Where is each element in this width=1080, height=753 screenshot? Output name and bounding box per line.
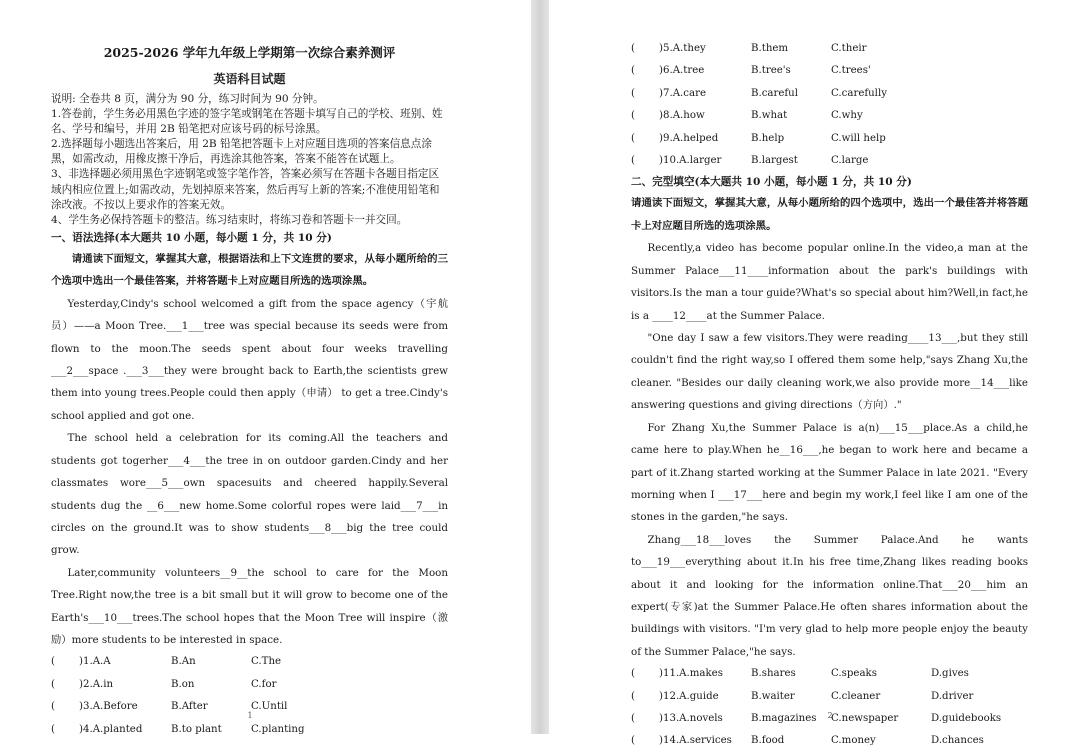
option-a: )10.A.larger — [659, 155, 722, 167]
option-a: )4.A.planted — [79, 723, 143, 735]
option-b: B.An — [171, 656, 196, 668]
section-instruction: 请通读下面短文，掌握其大意，根据语法和上下文连贯的要求，从每小题所给的三个选项中选出一个最佳答案，并将答题卡上对应题目所选的选项涂黑。 — [51, 252, 448, 288]
option-c: C.large — [831, 155, 869, 167]
exam-note: 2.选择题每小题选出答案后，用 2B 铅笔把答题卡上对应题目选项的答案信息点涂黑，如需改动，用橡皮擦干净后，再选涂其他答案，答案不能答在试题上。 — [51, 138, 432, 166]
question-row — [631, 83, 1028, 105]
question-row — [631, 686, 1028, 708]
option-b: B.shares — [751, 668, 796, 680]
option-c: C.Until — [251, 701, 288, 713]
answer-bracket: ( — [631, 712, 635, 724]
answer-bracket: ( — [631, 155, 635, 167]
option-c: C.money — [831, 735, 876, 747]
option-c: C.cleaner — [831, 690, 881, 702]
option-a: )5.A.they — [659, 43, 706, 54]
option-b: B.what — [751, 110, 788, 122]
page-1-content — [51, 42, 448, 741]
question-row — [631, 730, 1028, 752]
document-page-2 — [549, 0, 1080, 747]
option-b: B.food — [751, 735, 785, 747]
passage-paragraph: Later,community volunteers__9__the school to care for the Moon Tree.Right now,the tree is a bit small but it will grow to become one of the Earth's___10___trees.The school hopes that the Moon Tree will inspire（激励）more students to be interested in space. — [51, 566, 448, 646]
option-d: D.chances — [931, 735, 984, 747]
exam-note: 4、学生务必保持答题卡的整洁。练习结束时，将练习卷和答题卡一并交回。 — [51, 213, 408, 226]
option-a: )8.A.how — [659, 110, 705, 122]
exam-note: 1.答卷前，学生务必用黑色字迹的签字笔或钢笔在答题卡填写自己的学校、班别、姓名、学号和编号，并用 2B 铅笔把对应该号码的标号涂黑。 — [51, 108, 443, 136]
option-c: C.speaks — [831, 668, 877, 680]
option-b: B.on — [171, 678, 195, 690]
option-a: )12.A.guide — [659, 690, 719, 702]
option-b: B.After — [171, 701, 208, 713]
page-number: 1 — [247, 711, 253, 720]
option-c: C.for — [251, 678, 277, 690]
option-a: )7.A.care — [659, 87, 706, 99]
option-c: C.The — [251, 656, 282, 668]
question-row — [631, 128, 1028, 150]
option-c: C.newspaper — [831, 712, 899, 724]
option-a: )13.A.novels — [659, 712, 723, 724]
option-b: B.largest — [751, 155, 798, 167]
question-row — [51, 719, 448, 741]
passage-paragraph: Zhang___18___loves the Summer Palace.And he wants to___19___everything about it.In his free time,Zhang likes reading books about it and looking for the information online.That___20___him an expert(专家)at the Summer Palace.He often shares information about the buildings with visitors. "I'm very glad to help more people enjoy the beauty of the Summer Palace,"he says. — [631, 533, 1028, 658]
document-page-1 — [0, 0, 531, 734]
option-a: )6.A.tree — [659, 65, 705, 77]
option-b: B.help — [751, 132, 785, 144]
option-c: C.will help — [831, 132, 886, 144]
option-b: B.magazines — [751, 712, 817, 724]
option-c: C.trees' — [831, 65, 871, 77]
page-2-content — [631, 38, 1028, 753]
option-c: C.their — [831, 43, 867, 54]
section-heading-cloze: 二、完型填空(本大题共 10 小题，每小题 1 分，共 10 分) — [631, 176, 912, 189]
answer-bracket: ( — [631, 43, 635, 54]
question-row — [631, 150, 1028, 172]
question-row — [631, 105, 1028, 127]
question-row — [631, 60, 1028, 82]
option-b: B.them — [751, 43, 789, 54]
question-row — [631, 663, 1028, 685]
page-number: 2 — [827, 711, 833, 720]
option-a: )2.A.in — [79, 678, 114, 690]
option-c: C.why — [831, 110, 863, 122]
option-b: B.careful — [751, 87, 798, 99]
exam-note: 3、非选择题必须用黑色字迹钢笔或签字笔作答，答案必须写在答题卡各题目指定区域内相应位置上;如需改动，先划掉原来答案，然后再写上新的答案;不准使用铅笔和涂改液。不按以上要求作的答案无效。 — [51, 168, 440, 211]
option-c: C.planting — [251, 723, 305, 735]
option-b: B.tree's — [751, 65, 791, 77]
answer-bracket: ( — [51, 723, 55, 735]
answer-bracket: ( — [631, 110, 635, 122]
answer-bracket: ( — [631, 65, 635, 77]
answer-bracket: ( — [631, 132, 635, 144]
option-d: D.guidebooks — [931, 712, 1002, 724]
passage-paragraph: Yesterday,Cindy's school welcomed a gift from the space agency（宇航员）——a Moon Tree.___1___tree was special because its seeds were from flown to the moon.The seeds spent about four weeks travelling ___2___space .___3___they were brought back to Earth,the scientists grew them into young trees.People could then apply（申请） to get a tree.Cindy's school applied and got one. — [51, 297, 448, 422]
section-heading-grammar: 一、语法选择(本大题共 10 小题，每小题 1 分，共 10 分) — [51, 231, 332, 244]
passage-paragraph: For Zhang Xu,the Summer Palace is a(n)___15___place.As a child,he came here to play.When he__16___,he began to work here and became a part of it.Zhang started working at the Summer Palace in late 2021. "Every morning when I ___17___here and begin my work,I feel like I am one of the stones in the garden,"he says. — [631, 421, 1028, 524]
exam-note: 说明: 全卷共 8 页，满分为 90 分，练习时间为 90 分钟。 — [51, 93, 324, 105]
option-a: )11.A.makes — [659, 668, 723, 680]
option-c: C.carefully — [831, 87, 887, 99]
answer-bracket: ( — [631, 690, 635, 702]
question-row — [631, 38, 1028, 60]
answer-bracket: ( — [51, 678, 55, 690]
answer-bracket: ( — [631, 668, 635, 680]
answer-bracket: ( — [51, 701, 55, 713]
option-a: )14.A.services — [659, 735, 732, 747]
exam-subtitle: 英语科目试题 — [213, 72, 286, 86]
option-a: )9.A.helped — [659, 132, 719, 144]
page-divider — [531, 0, 549, 734]
exam-title: 2025-2026 学年九年级上学期第一次综合素养测评 — [103, 45, 396, 60]
passage-paragraph: Recently,a video has become popular online.In the video,a man at the Summer Palace___11____information about the park's buildings with visitors.Is the man a tour guide?What's so special about him?Well,in fact,he is a ____12____at the Summer Palace. — [631, 242, 1028, 322]
option-b: B.to plant — [171, 723, 222, 735]
answer-bracket: ( — [51, 656, 55, 668]
answer-bracket: ( — [631, 735, 635, 747]
option-a: )3.A.Before — [79, 701, 138, 713]
answer-bracket: ( — [631, 87, 635, 99]
option-d: D.gives — [931, 668, 969, 680]
option-d: D.driver — [931, 690, 974, 702]
passage-paragraph: "One day I saw a few visitors.They were reading____13___,but they still couldn't find the right way,so I offered them some help,"says Zhang Xu,the cleaner. "Besides our daily cleaning work,we also provide more__14___like answering questions and giving directions（方向）." — [631, 332, 1028, 412]
question-row — [51, 651, 448, 673]
option-b: B.waiter — [751, 690, 795, 702]
section-instruction: 请通读下面短文，掌握其大意，从每小题所给的四个选项中，选出一个最佳答并将答题卡上对应题目所选的选项涂黑。 — [631, 197, 1028, 232]
passage-paragraph: The school held a celebration for its coming.All the teachers and students got togerher___4___the tree in on outdoor garden.Cindy and her classmates wore___5___own spacesuits and cheered happily.Several students dug the __6___new home.Some colorful ropes were laid___7___in circles on the ground.It was to show students___8___big the tree could grow. — [51, 432, 448, 557]
option-a: )1.A.A — [79, 656, 111, 668]
question-row — [51, 674, 448, 696]
